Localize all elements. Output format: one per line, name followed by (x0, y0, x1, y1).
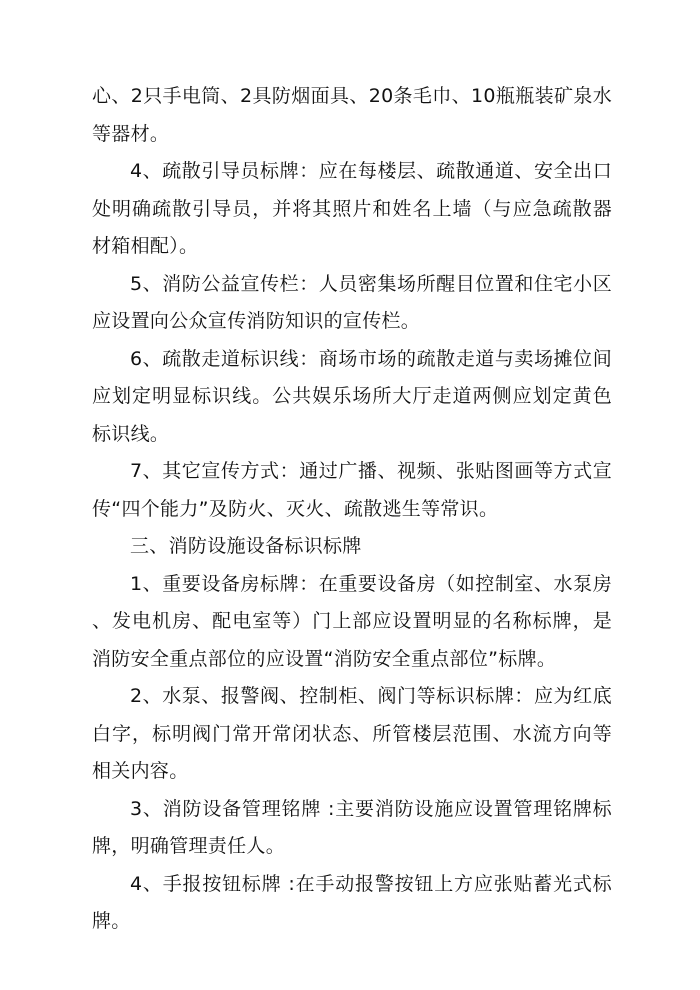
paragraph-other-publicity: 7、其它宣传方式：通过广播、视频、张贴图画等方式宣传“四个能力”及防火、灭火、疏散逃生等常识。 (92, 460, 612, 520)
paragraph-continuation: 心、2只手电筒、2具防烟面具、20条毛巾、10瓶瓶装矿泉水等器材。 (92, 85, 612, 145)
paragraph-equipment-room-sign: 1、重要设备房标牌：在重要设备房（如控制室、水泵房、发电机房、配电室等）门上部应设置明显的名称标牌，是消防安全重点部位的应设置“消防安全重点部位”标牌。 (92, 572, 612, 670)
section-heading: 三、消防设施设备标识标牌 (130, 535, 362, 557)
paragraph-evacuation-guide-sign: 4、疏散引导员标牌：应在每楼层、疏散通道、安全出口处明确疏散引导员，并将其照片和姓名上墙（与应急疏散器材箱相配）。 (92, 160, 612, 257)
paragraph-pump-valve-sign: 2、水泵、报警阀、控制柜、阀门等标识标牌：应为红底白字，标明阀门常开常闭状态、所管楼层范围、水流方向等相关内容。 (92, 685, 612, 782)
document-body (92, 78, 612, 941)
paragraph-fire-publicity-board: 5、消防公益宣传栏：人员密集场所醒目位置和住宅小区应设置向公众宣传消防知识的宣传栏。 (92, 272, 612, 332)
paragraph-equipment-nameplate: 3、消防设备管理铭牌 :主要消防设施应设置管理铭牌标牌，明确管理责任人。 (92, 797, 612, 857)
paragraph-evacuation-aisle-line: 6、疏散走道标识线：商场市场的疏散走道与卖场摊位间应划定明显标识线。公共娱乐场所大厅走道两侧应划定黄色标识线。 (92, 347, 612, 445)
paragraph-alarm-button-sign: 4、手报按钮标牌 :在手动报警按钮上方应张贴蓄光式标牌。 (92, 872, 612, 932)
